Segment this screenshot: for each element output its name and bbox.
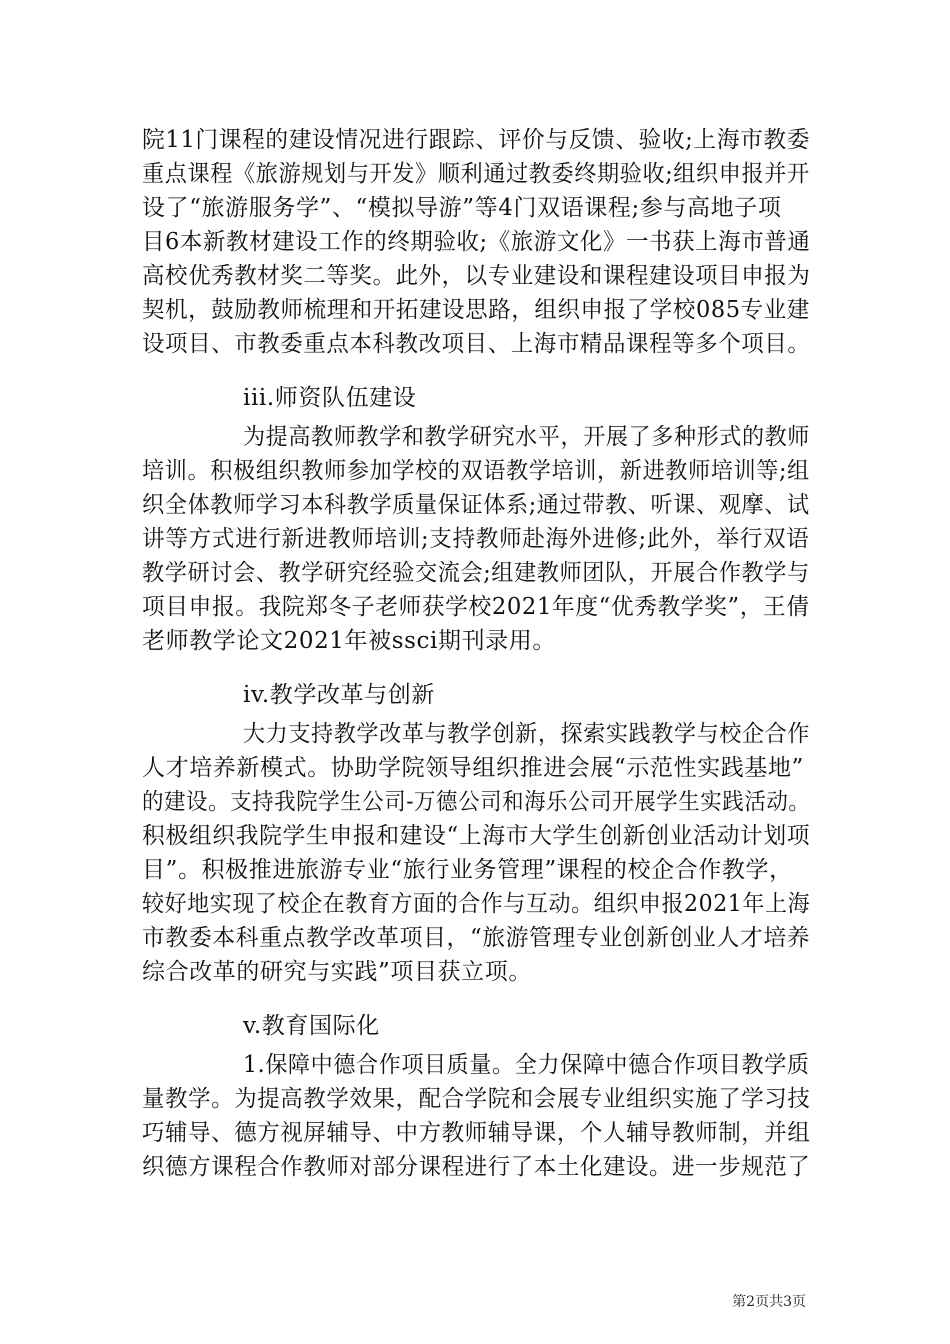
- text-line: 较好地实现了校企在教育方面的合作与互动。组织申报2021年上海: [142, 891, 811, 917]
- text-line: 织德方课程合作教师对部分课程进行了本土化建设。进一步规范了: [142, 1154, 811, 1180]
- text-line: 设项目、市教委重点本科教改项目、上海市精品课程等多个项目。: [142, 331, 811, 357]
- text-line: 量教学。为提高教学效果，配合学院和会展专业组织实施了学习技: [142, 1086, 811, 1112]
- text-line: 老师教学论文2021年被ssci期刊录用。: [142, 628, 556, 654]
- text-line: 设了“旅游服务学”、“模拟导游”等4门双语课程;参与高地子项: [142, 195, 782, 221]
- text-line: 项目申报。我院郑冬子老师获学校2021年度“优秀教学奖”，王倩: [142, 594, 810, 620]
- text-line: 目”。积极推进旅游专业“旅行业务管理”课程的校企合作教学，: [142, 857, 793, 883]
- text-line: 巧辅导、德方视屏辅导、中方教师辅导课，个人辅导教师制，并组: [142, 1120, 811, 1146]
- page-number-footer: 第2页共3页: [732, 1294, 806, 1310]
- text-line: 高校优秀教材奖二等奖。此外，以专业建设和课程建设项目申报为: [142, 263, 811, 289]
- text-line: 目6本新教材建设工作的终期验收;《旅游文化》一书获上海市普通: [142, 229, 811, 255]
- text-line: 教学研讨会、教学研究经验交流会;组建教师团队，开展合作教学与: [142, 560, 810, 586]
- text-line: 培训。积极组织教师参加学校的双语教学培训，新进教师培训等;组: [142, 458, 810, 484]
- text-line: 人才培养新模式。协助学院领导组织推进会展“示范性实践基地”: [142, 755, 804, 781]
- text-line: 重点课程《旅游规划与开发》顺利通过教委终期验收;组织申报并开: [142, 161, 810, 187]
- text-line: 织全体教师学习本科教学质量保证体系;通过带教、听课、观摩、试: [142, 492, 810, 518]
- text-line: 的建设。支持我院学生公司-万德公司和海乐公司开展学生实践活动。: [142, 789, 811, 815]
- text-line: 契机，鼓励教师梳理和开拓建设思路，组织申报了学校085专业建: [142, 297, 810, 323]
- text-line: 市教委本科重点教学改革项目，“旅游管理专业创新创业人才培养: [142, 925, 811, 951]
- paragraph-first-line: 为提高教师教学和教学研究水平，开展了多种形式的教师: [243, 424, 810, 450]
- paragraph-first-line: 1.保障中德合作项目质量。全力保障中德合作项目教学质: [243, 1052, 810, 1078]
- text-line: 积极组织我院学生申报和建设“上海市大学生创新创业活动计划项: [142, 823, 811, 849]
- section-heading: v.教育国际化: [243, 1013, 380, 1039]
- text-line: 讲等方式进行新进教师培训;支持教师赴海外进修;此外，举行双语: [142, 526, 810, 552]
- paragraph-first-line: 大力支持教学改革与教学创新，探索实践教学与校企合作: [243, 721, 810, 747]
- section-heading: iii.师资队伍建设: [243, 385, 417, 411]
- section-heading: iv.教学改革与创新: [243, 682, 435, 708]
- text-line: 综合改革的研究与实践”项目获立项。: [142, 959, 532, 985]
- text-line: 院11门课程的建设情况进行跟踪、评价与反馈、验收;上海市教委: [142, 127, 811, 153]
